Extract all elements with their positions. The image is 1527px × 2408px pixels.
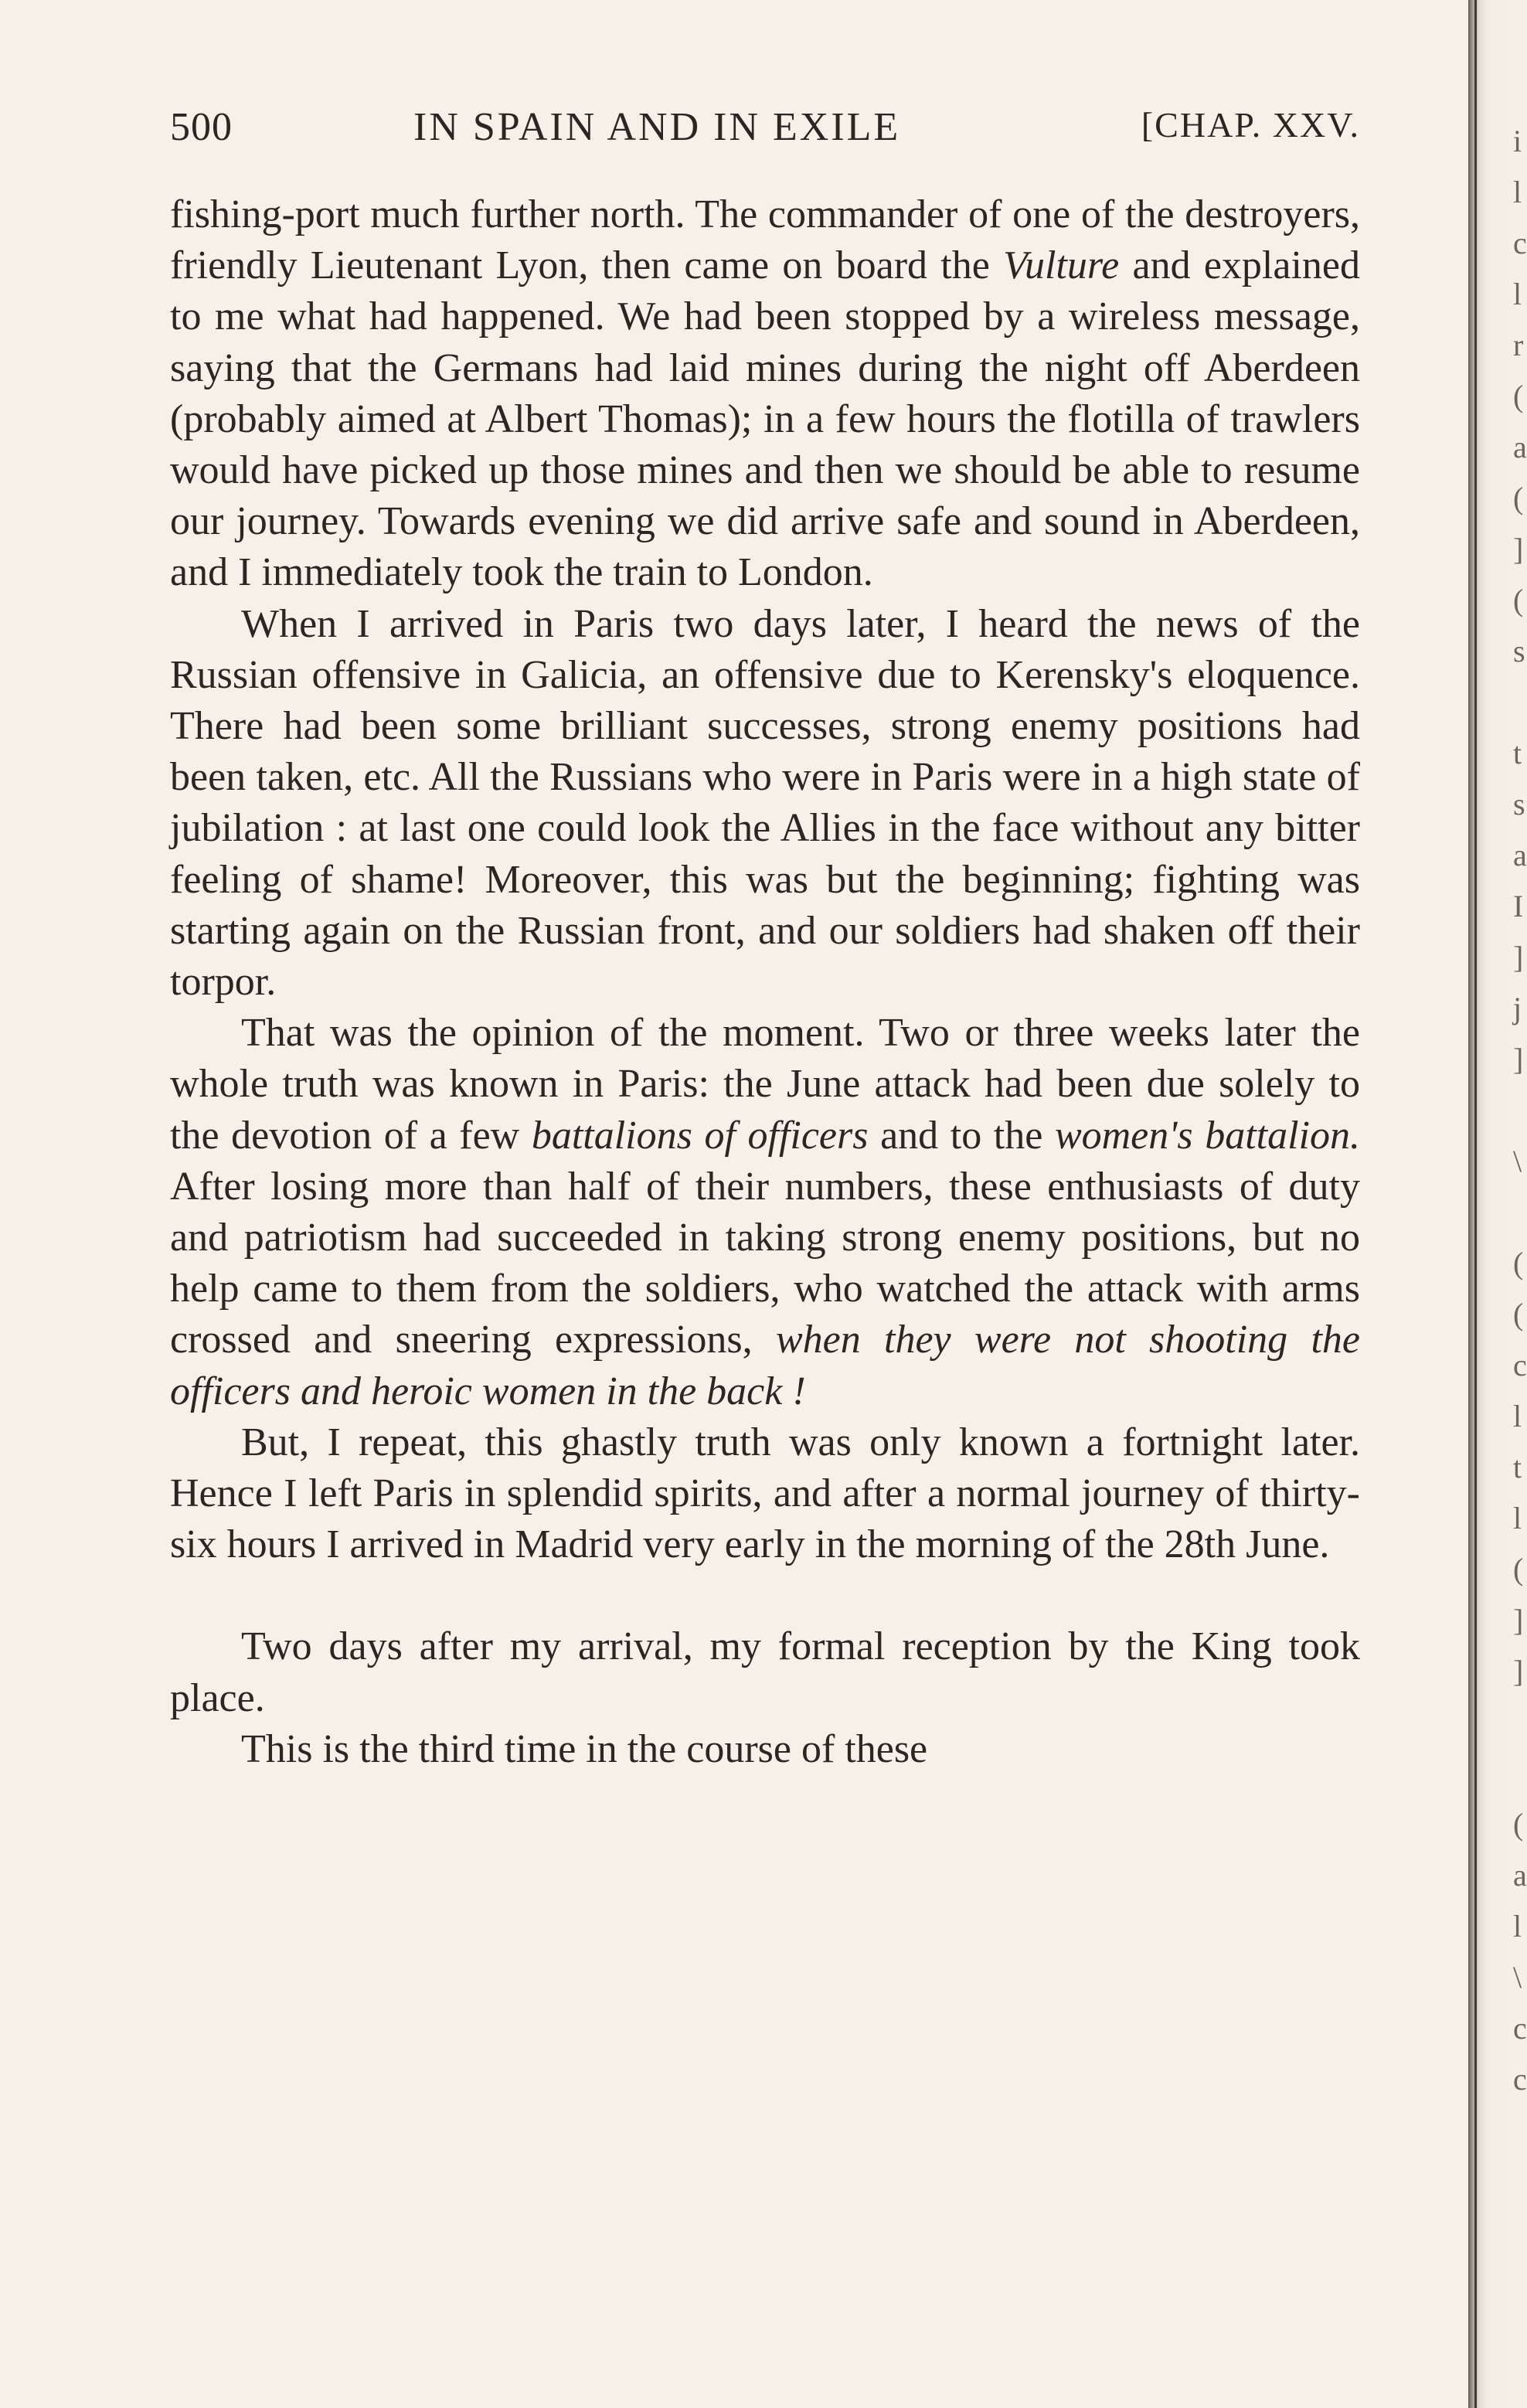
adjacent-page-fragment: l <box>1513 1501 1522 1536</box>
adjacent-page-fragment: c <box>1513 2062 1527 2097</box>
running-title: IN SPAIN AND IN EXILE <box>413 105 901 149</box>
adjacent-page-fragment: ( <box>1513 1297 1524 1332</box>
adjacent-page-fragment <box>1513 1187 1523 1238</box>
adjacent-page-fragment <box>1513 1085 1523 1136</box>
paragraph <box>170 1008 1360 1417</box>
adjacent-page-fragment <box>1513 1748 1523 1799</box>
adjacent-page-fragment: ] <box>1513 1603 1524 1638</box>
adjacent-page-fragment: ] <box>1513 532 1524 566</box>
adjacent-page-fragment: c <box>1513 226 1527 260</box>
adjacent-page-fragment <box>1513 677 1523 728</box>
adjacent-page-fragment <box>1513 1697 1523 1748</box>
adjacent-page-fragment: r <box>1513 328 1524 362</box>
adjacent-page-fragment: c <box>1513 1348 1527 1383</box>
paragraph <box>170 1724 1360 1775</box>
adjacent-page-fragment: t <box>1513 736 1522 770</box>
adjacent-page-fragment: j <box>1513 991 1522 1025</box>
paragraph <box>170 189 1360 599</box>
adjacent-page-fragment: I <box>1513 889 1524 923</box>
adjacent-page-fragment: \ <box>1513 1960 1522 1995</box>
adjacent-page-fragment: s <box>1513 787 1525 821</box>
paragraph <box>170 1417 1360 1571</box>
text-run: and to the <box>868 1113 1055 1158</box>
italic-text: battalions of officers <box>531 1113 869 1158</box>
page-gutter-line <box>1474 0 1477 2408</box>
text-run: When I arrived in Paris two days later, I heard the news of the Russian offensive in Galicia, an offensive due to Kerensky's eloquence. There had been some brilliant successes, strong enemy positions had been taken, etc. All the Russians who were in Paris were in a high state of jubilation : at last one could look the Allies in the face without any bitter feeling of shame! Moreover, this was but the beginning; fighting was starting again on the Russian front, and our soldiers had shaken off their torpor. <box>170 601 1360 1005</box>
adjacent-page-fragment: i <box>1513 124 1522 158</box>
text-run: fishing-port much further north. The commander of one of the destroyers, friendly Lieutenant Lyon, then came on board the <box>170 192 1360 288</box>
body-text <box>170 189 1360 1775</box>
adjacent-page-fragment: l <box>1513 277 1522 311</box>
italic-text: women's battalion. <box>1054 1113 1360 1158</box>
text-run: Two days after my arrival, my formal reception by the King took place. <box>170 1624 1360 1720</box>
adjacent-page-fragment: ] <box>1513 1654 1524 1689</box>
text-run: But, I repeat, this ghastly truth was only known a fortnight later. Hence I left Paris in splendid spirits, and after a normal journey of thirty-six hours I arrived in Madrid very early in the morning of the 28th June. <box>170 1420 1360 1567</box>
text-run: This is the third time in the course of these <box>241 1726 928 1771</box>
chapter-reference: [CHAP. XXV. <box>1141 105 1360 145</box>
adjacent-page-fragment: l <box>1513 1399 1522 1434</box>
italic-text: Vulture <box>1003 243 1120 288</box>
adjacent-page-fragment: c <box>1513 2011 1527 2046</box>
adjacent-page-fragment: ( <box>1513 481 1524 515</box>
adjacent-page-fragment: a <box>1513 430 1527 464</box>
paragraph <box>170 599 1360 1008</box>
adjacent-page-fragment: s <box>1513 634 1525 668</box>
adjacent-page-fragment: \ <box>1513 1144 1522 1178</box>
page-number: 500 <box>170 105 233 149</box>
adjacent-page-fragment: ( <box>1513 583 1524 617</box>
adjacent-page-fragment: l <box>1513 175 1522 209</box>
adjacent-page-fragment: ( <box>1513 1552 1524 1587</box>
adjacent-page-fragment: ( <box>1513 1246 1524 1281</box>
adjacent-page-text-fragments <box>1513 116 1527 2105</box>
adjacent-page-fragment: ( <box>1513 1807 1524 1842</box>
italic-text: when they were not shooting the officers and heroic women in the back ! <box>170 1318 1360 1413</box>
text-run: After losing more than half of their numbers, these enthusiasts of duty and patriotism had succeeded in taking strong enemy positions, but no help came to them from the soldiers, who watched the attack with arms crossed and sneering expressions, <box>170 1164 1360 1362</box>
paragraph <box>170 1621 1360 1723</box>
adjacent-page-fragment: a <box>1513 838 1527 872</box>
adjacent-page-fragment: t <box>1513 1450 1522 1485</box>
page-header <box>170 104 1360 158</box>
adjacent-page-fragment: ] <box>1513 940 1524 974</box>
adjacent-page-fragment: a <box>1513 1858 1527 1893</box>
adjacent-page-fragment: l <box>1513 1909 1522 1944</box>
adjacent-page-fragment: ( <box>1513 379 1524 413</box>
adjacent-page-fragment: ] <box>1513 1042 1524 1076</box>
text-run: and explained to me what had happened. We had been stopped by a wireless message, saying that the Germans had laid mines during the night off Aberdeen (probably aimed at Albert Thomas); in a few hours the flotilla of trawlers would have picked up those mines and then we should be able to resume our journey. Towards evening we did arrive safe and sound in Aberdeen, and I immediately took the train to London. <box>170 243 1360 595</box>
text-run: That was the opinion of the moment. Two or three weeks later the whole truth was known in Paris: the June attack had been due solely to the devotion of a few <box>170 1011 1360 1158</box>
